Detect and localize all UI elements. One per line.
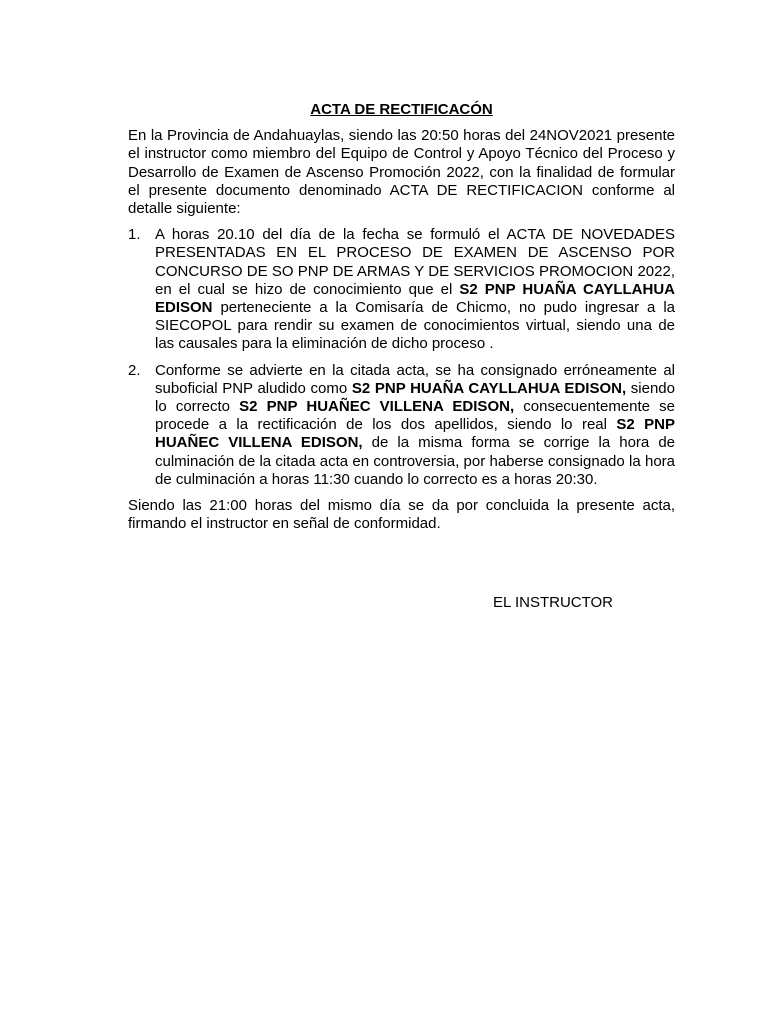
- list-item-number: 2.: [128, 361, 141, 379]
- list-item-text: [155, 362, 675, 488]
- officer-name-bold: S2 PNP HUAÑA CAYLLAHUA EDISON: [155, 280, 675, 317]
- closing-paragraph: Siendo las 21:00 horas del mismo día se da por concluida la presente acta, firmando el instructor en señal de conformidad.: [128, 497, 675, 533]
- officer-name-bold: S2 PNP HUAÑEC VILLENA EDISON,: [239, 398, 515, 416]
- numbered-list: [128, 226, 675, 489]
- officer-name-bold: S2 PNP HUAÑA CAYLLAHUA EDISON,: [351, 379, 627, 397]
- document-title: ACTA DE RECTIFICACÓN: [310, 101, 493, 118]
- list-item: [128, 226, 675, 353]
- list-item-number: 1.: [128, 226, 141, 244]
- text-segment: A horas 20.10 del día de la fecha se formuló el ACTA DE NOVEDADES PRESENTADAS EN EL PROCESO DE EXAMEN DE ASCENSO POR CONCURSO DE SO PNP DE ARMAS Y DE SERVICIOS PROMOCION 2022, en el cual se hizo de conocimiento que el: [155, 226, 675, 298]
- list-item: [128, 362, 675, 489]
- text-segment: perteneciente a la Comisaría de Chicmo, no pudo ingresar a la SIECOPOL para rendir su examen de conocimientos virtual, siendo una de las causales para la eliminación de dicho proceso .: [155, 299, 675, 353]
- intro-paragraph: En la Provincia de Andahuaylas, siendo las 20:50 horas del 24NOV2021 presente el instructor como miembro del Equipo de Control y Apoyo Técnico del Proceso y Desarrollo de Examen de Ascenso Promoción 2022, con la finalidad de formular el presente documento denominado ACTA DE RECTIFICACION conforme al detalle siguiente:: [128, 127, 675, 218]
- signature-label: EL INSTRUCTOR: [493, 594, 614, 611]
- text-segment: de la misma forma se corrige la hora de culminación de la citada acta en controversia, por haberse consignado la hora de culminación a horas 11:30 cuando lo correcto es a horas 20:30.: [155, 434, 676, 488]
- text-segment: consecuentemente se procede a la rectificación de los dos apellidos, siendo lo real: [155, 398, 675, 434]
- text-segment: Conforme se advierte en la citada acta, se ha consignado erróneamente al suboficial PNP aludido como: [155, 361, 675, 397]
- text-segment: siendo lo correcto: [155, 379, 675, 416]
- document-body: [128, 101, 675, 541]
- list-item-text: [155, 226, 675, 352]
- officer-name-bold: S2 PNP HUAÑEC VILLENA EDISON,: [155, 416, 676, 452]
